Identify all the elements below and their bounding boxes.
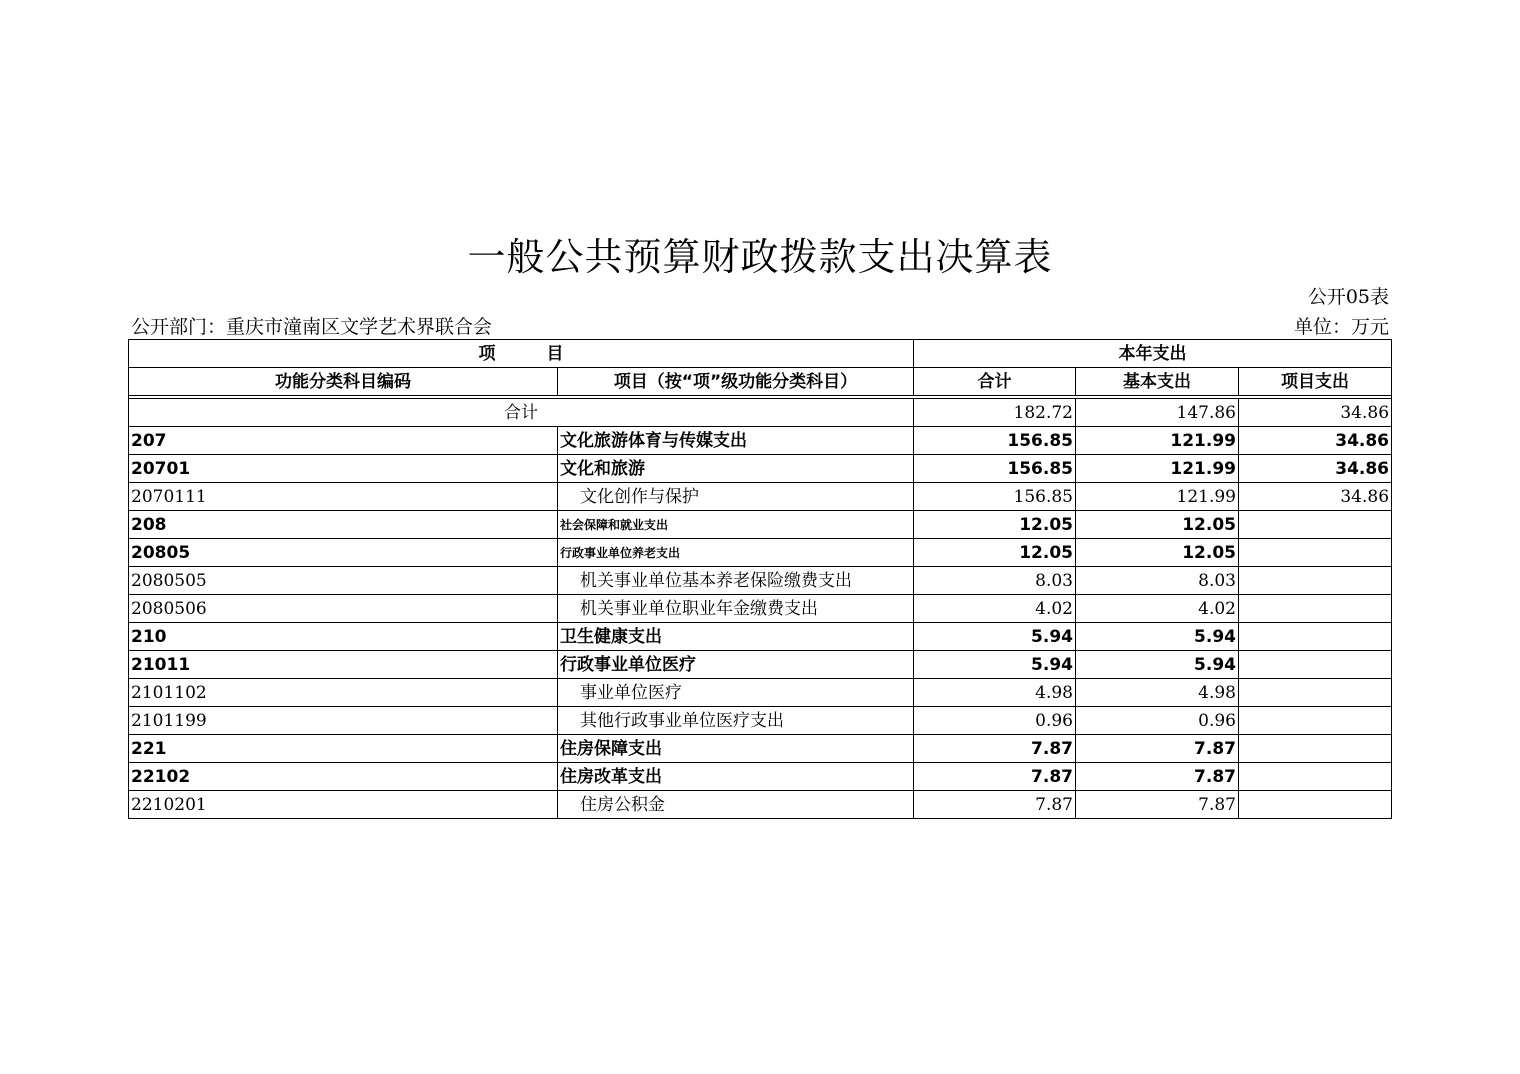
row-basic: 5.94: [1076, 623, 1239, 651]
row-total: 8.03: [914, 567, 1076, 595]
form-number: 公开05表: [1307, 286, 1389, 308]
row-basic: 8.03: [1076, 567, 1239, 595]
row-name: 文化旅游体育与传媒支出: [558, 427, 914, 455]
header-code: 功能分类科目编码: [129, 368, 558, 396]
row-basic: 12.05: [1076, 511, 1239, 539]
row-total: 156.85: [914, 427, 1076, 455]
row-basic: 4.98: [1076, 679, 1239, 707]
row-basic: 0.96: [1076, 707, 1239, 735]
header-group-row: [129, 340, 1392, 368]
row-total: 0.96: [914, 707, 1076, 735]
row-total: 7.87: [914, 763, 1076, 791]
row-code: 208: [129, 511, 558, 539]
row-code: 2080506: [129, 595, 558, 623]
header-total: 合计: [914, 368, 1076, 396]
table-row: [129, 455, 1392, 483]
row-project: [1239, 735, 1392, 763]
row-total: 5.94: [914, 623, 1076, 651]
row-code: 21011: [129, 651, 558, 679]
total-project: 34.86: [1239, 399, 1392, 427]
row-project: [1239, 679, 1392, 707]
row-project: [1239, 595, 1392, 623]
row-project: [1239, 763, 1392, 791]
total-basic: 147.86: [1076, 399, 1239, 427]
row-name: 机关事业单位基本养老保险缴费支出: [558, 567, 914, 595]
row-name: 机关事业单位职业年金缴费支出: [558, 595, 914, 623]
unit-label: 单位：万元: [1293, 316, 1389, 338]
table-row: [129, 539, 1392, 567]
row-name: 住房保障支出: [558, 735, 914, 763]
budget-table: [128, 339, 1392, 819]
row-project: [1239, 651, 1392, 679]
row-code: 20805: [129, 539, 558, 567]
row-total: 4.98: [914, 679, 1076, 707]
row-project: [1239, 539, 1392, 567]
row-basic: 121.99: [1076, 483, 1239, 511]
table-row: [129, 623, 1392, 651]
row-basic: 4.02: [1076, 595, 1239, 623]
header-year-group: 本年支出: [914, 340, 1392, 368]
row-total: 4.02: [914, 595, 1076, 623]
header-item-group: 项 目: [129, 340, 914, 368]
table-row: [129, 595, 1392, 623]
row-project: [1239, 623, 1392, 651]
table-row: [129, 735, 1392, 763]
row-name: 事业单位医疗: [558, 679, 914, 707]
row-basic: 7.87: [1076, 763, 1239, 791]
table-row: [129, 427, 1392, 455]
row-name: 文化和旅游: [558, 455, 914, 483]
row-name: 其他行政事业单位医疗支出: [558, 707, 914, 735]
table-row: [129, 483, 1392, 511]
row-name: 住房改革支出: [558, 763, 914, 791]
row-project: [1239, 567, 1392, 595]
row-code: 2080505: [129, 567, 558, 595]
row-name: 住房公积金: [558, 791, 914, 819]
row-project: 34.86: [1239, 483, 1392, 511]
row-name: 卫生健康支出: [558, 623, 914, 651]
row-code: 2210201: [129, 791, 558, 819]
row-basic: 7.87: [1076, 791, 1239, 819]
row-code: 2070111: [129, 483, 558, 511]
total-row: [129, 399, 1392, 427]
table-row: [129, 707, 1392, 735]
row-code: 207: [129, 427, 558, 455]
row-total: 7.87: [914, 791, 1076, 819]
row-code: 221: [129, 735, 558, 763]
row-basic: 12.05: [1076, 539, 1239, 567]
row-basic: 7.87: [1076, 735, 1239, 763]
header-project: 项目支出: [1239, 368, 1392, 396]
total-total: 182.72: [914, 399, 1076, 427]
row-basic: 5.94: [1076, 651, 1239, 679]
table-row: [129, 679, 1392, 707]
table-row: [129, 763, 1392, 791]
header-column-row: [129, 368, 1392, 396]
row-total: 7.87: [914, 735, 1076, 763]
total-label: 合计: [129, 399, 914, 427]
table-row: [129, 511, 1392, 539]
row-code: 210: [129, 623, 558, 651]
row-project: [1239, 791, 1392, 819]
row-code: 20701: [129, 455, 558, 483]
row-total: 156.85: [914, 455, 1076, 483]
row-project: 34.86: [1239, 455, 1392, 483]
row-total: 12.05: [914, 511, 1076, 539]
row-total: 156.85: [914, 483, 1076, 511]
page-title: 一般公共预算财政拨款支出决算表: [467, 235, 1053, 279]
row-name: 行政事业单位医疗: [558, 651, 914, 679]
department-label: 公开部门：重庆市潼南区文学艺术界联合会: [131, 316, 493, 338]
header-basic: 基本支出: [1076, 368, 1239, 396]
header-name: 项目（按“项”级功能分类科目）: [558, 368, 914, 396]
row-code: 2101102: [129, 679, 558, 707]
row-name: 行政事业单位养老支出: [558, 539, 914, 567]
row-project: [1239, 707, 1392, 735]
table-row: [129, 567, 1392, 595]
row-code: 22102: [129, 763, 558, 791]
row-project: 34.86: [1239, 427, 1392, 455]
row-basic: 121.99: [1076, 455, 1239, 483]
row-code: 2101199: [129, 707, 558, 735]
row-name: 文化创作与保护: [558, 483, 914, 511]
table-row: [129, 651, 1392, 679]
row-total: 12.05: [914, 539, 1076, 567]
row-total: 5.94: [914, 651, 1076, 679]
table-row: [129, 791, 1392, 819]
row-basic: 121.99: [1076, 427, 1239, 455]
row-name: 社会保障和就业支出: [558, 511, 914, 539]
row-project: [1239, 511, 1392, 539]
